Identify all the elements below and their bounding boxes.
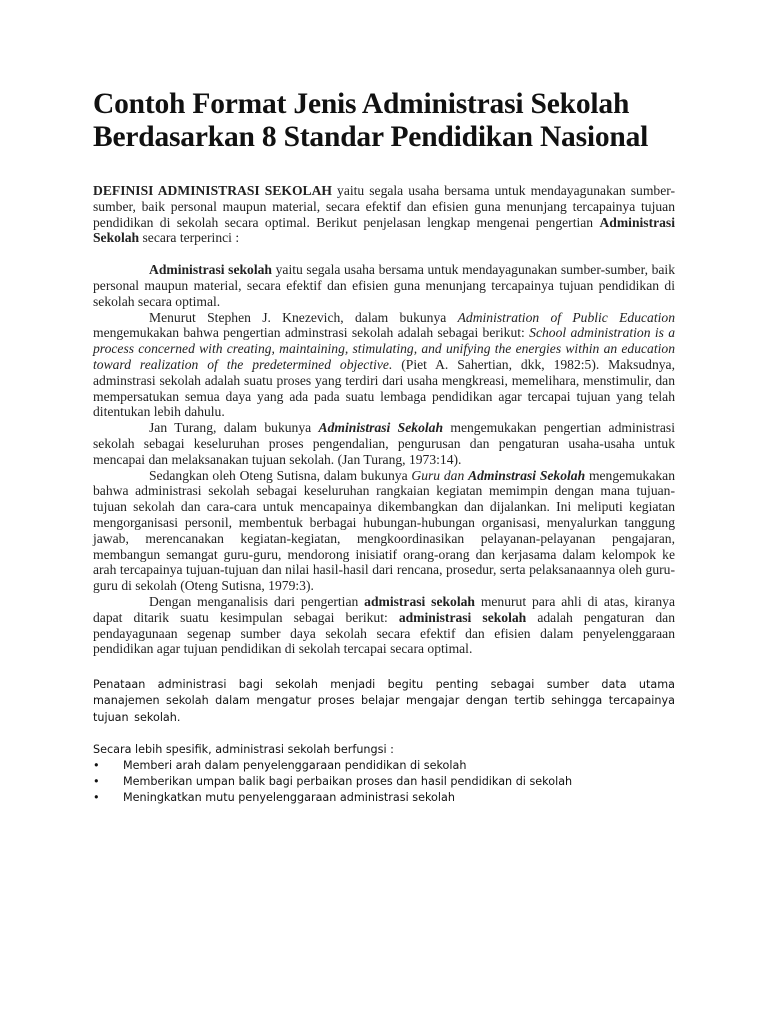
p4-text-2: mengemukakan bahwa administrasi sekolah sebagai keseluruhan rangkaian kegiatan memimpin dengan mana tujuan-tujuan sekolah dan cara-cara untuk mencapainya dikembangkan dan dijalankan. Ini meliputi kegiatan mengorganisasi personil, membentuk berbagai hubungan-hubungan organisasi, menyalurkan tanggung jawab, merencanakan kegiatan-kegiatan, mengkoordinasikan pelayanan-pelayanan pengajaran, membangun semangat guru-guru, mendorong inisiatif orang-orang dan kerjasama dalam kelompok ke arah tercapainya tujuan-tujuan dan nilai hasil-hasil dari rencana, prosedur, serta pelaksanaannya oleh guru-guru di sekolah (Oteng Sutisna, 1979:3).: [93, 467, 676, 594]
bullet-icon: •: [93, 775, 100, 789]
intro-bold-lead: DEFINISI ADMINISTRASI SEKOLAH: [93, 183, 332, 198]
intro-bold-term: Administrasi Sekolah: [93, 214, 675, 246]
p2-book-title: Administration of Public Education: [457, 309, 675, 325]
paragraph-conclusion: [93, 594, 675, 657]
definitions-section: [93, 262, 675, 657]
p4-text-1: Sedangkan oleh Oteng Sutisna, dalam bukunya: [149, 467, 412, 483]
list-item: [93, 758, 675, 774]
p1-bold-lead: Administrasi sekolah: [149, 262, 272, 278]
importance-paragraph: Penataan administrasi bagi sekolah menjadi begitu penting sebagai sumber data utama manajemen sekolah dalam mengatur proses belajar mengajar dengan tertib sehingga tercapainya tujuan sekolah.: [93, 678, 675, 724]
intro-text-1: yaitu segala usaha bersama untuk mendayagunakan sumber-sumber, baik personal maupun material, secara efektif dan efisien guna menunjang tercapainya tujuan pendidikan di sekolah secara optimal. Berikut penjelasan lengkap mengenai pengertian: [93, 183, 676, 230]
p2-text-2: mengemukakan bahwa pengertian adminstrasi sekolah adalah sebagai berikut:: [93, 325, 530, 341]
list-item: [93, 774, 675, 790]
paragraph-definition: [93, 262, 675, 309]
list-item-text: Memberi arah dalam penyelenggaraan pendidikan di sekolah: [123, 758, 467, 772]
p2-text-1: Menurut Stephen J. Knezevich, dalam bukunya: [149, 309, 458, 325]
functions-intro: Secara lebih spesifik, administrasi sekolah berfungsi :: [93, 742, 394, 756]
p4-book-title-bold: Adminstrasi Sekolah: [468, 467, 586, 483]
paragraph-knezevich: [93, 310, 675, 421]
p5-text-3: adalah pengaturan dan pendayagunaan segenap sumber daya sekolah secara efektif dan efisien dalam penyelenggaraan pendidikan agar tujuan pendidikan di sekolah tercapai secara optimal.: [93, 609, 675, 657]
p1-text: yaitu segala usaha bersama untuk mendayagunakan sumber-sumber, baik personal maupun material, secara efektif dan efisien guna menunjang tercapainya tujuan pendidikan di sekolah secara optimal.: [93, 262, 676, 309]
list-item: [93, 790, 675, 806]
bullet-icon: •: [93, 791, 100, 805]
p2-quote: School administration is a process concerned with creating, maintaining, stimulating, and unifying the energies within an education toward realization of the predetermined objective.: [93, 325, 676, 372]
intro-text-2: secara terperinci :: [139, 230, 240, 246]
functions-list: [93, 758, 675, 807]
paragraph-jan-turang: [93, 420, 675, 467]
list-item-text: Meningkatkan mutu penyelenggaraan administrasi sekolah: [123, 791, 455, 805]
intro-paragraph: [93, 183, 675, 246]
p3-text-2: mengemukakan pengertian administrasi sekolah sebagai keseluruhan proses pengendalian, pengurusan dan pengaturan usaha-usaha untuk mencapai dan melaksanakan tujuan sekolah. (Jan Turang, 1973:14).: [93, 420, 675, 467]
p5-bold-1: admistrasi sekolah: [364, 593, 475, 609]
paragraph-oteng-sutisna: [93, 468, 675, 594]
document-title: Contoh Format Jenis Administrasi Sekolah Berdasarkan 8 Standar Pendidikan Nasional: [93, 88, 649, 153]
p3-book-title: Administrasi Sekolah: [318, 420, 444, 436]
p3-text-1: Jan Turang, dalam bukunya: [149, 420, 319, 436]
p5-text-2: menurut para ahli di atas, kiranya dapat ditarik suatu kesimpulan sebagai berikut:: [93, 593, 675, 625]
list-item-text: Memberikan umpan balik bagi perbaikan proses dan hasil pendidikan di sekolah: [123, 775, 573, 789]
p4-book-title-italic: Guru dan: [411, 467, 469, 483]
p2-text-3: (Piet A. Sahertian, dkk, 1982:5). Maksudnya, adminstrasi sekolah adalah suatu proses yang terdiri dari usaha mengkreasi, memelihara, menstimulir, dan mempersatukan semua daya yang ada pada suatu lembaga pendidikan agar tercapai tujuan yang telah ditentukan lebih dahulu.: [93, 356, 675, 420]
p5-bold-2: administrasi sekolah: [398, 609, 527, 625]
document-page: [93, 88, 675, 807]
p5-text-1: Dengan menganalisis dari pengertian: [149, 593, 365, 609]
bullet-icon: •: [93, 758, 100, 772]
functions-section: [93, 742, 675, 807]
